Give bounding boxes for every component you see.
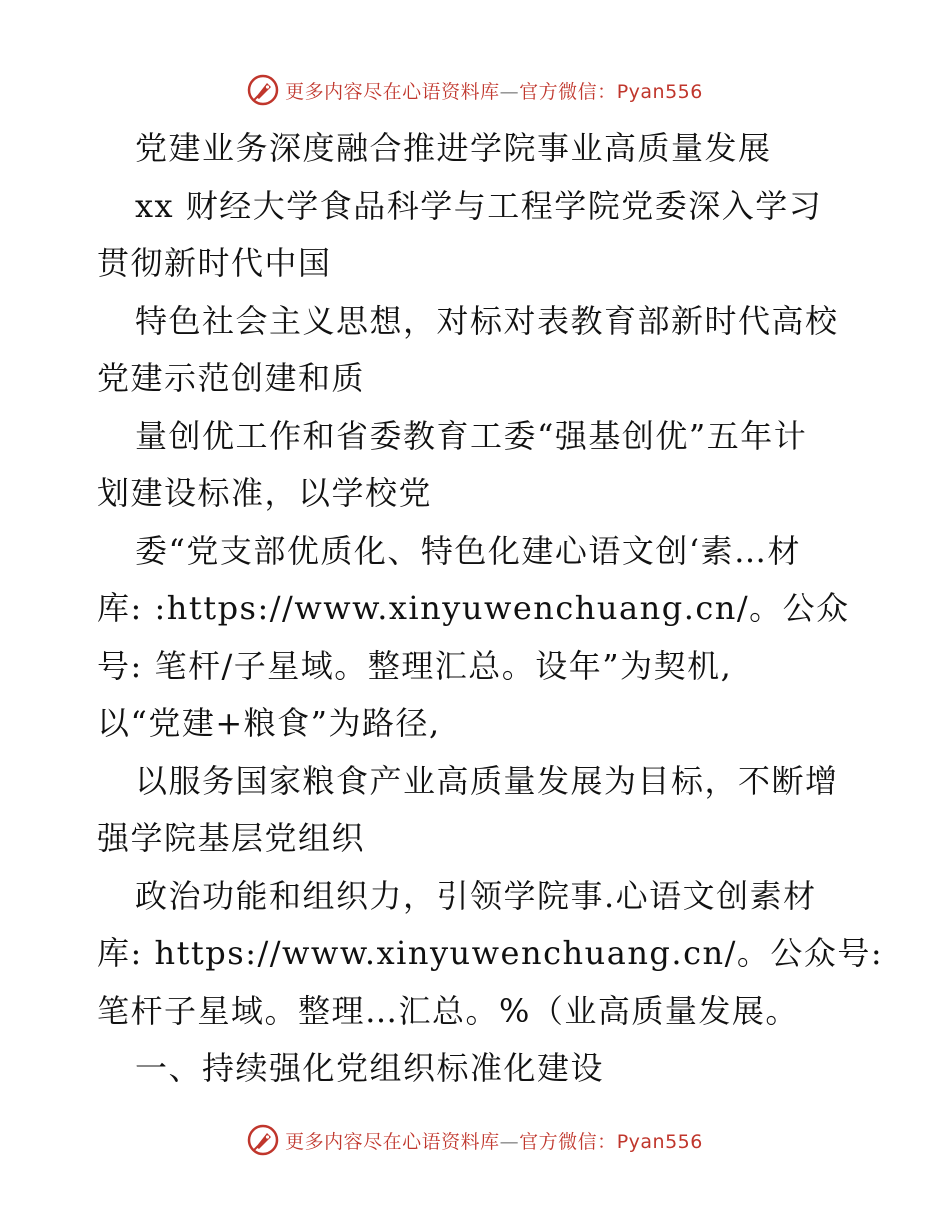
doc-title: 党建业务深度融合推进学院事业高质量发展 xyxy=(135,129,772,167)
paragraph-line: xx 财经大学食品科学与工程学院党委深入学习 xyxy=(135,186,823,225)
pen-nib-logo-icon xyxy=(247,1124,279,1156)
paragraph-line: 号: 笔杆/子星域。整理汇总。设年”为契机, xyxy=(97,646,733,685)
paragraph-line: 笔杆子星域。整理…汇总。%（业高质量发展。 xyxy=(97,991,799,1030)
paragraph-line: 强学院基层党组织 xyxy=(97,819,366,857)
paragraph-line: 委“党支部优质化、特色化建心语文创‘素…材 xyxy=(135,531,802,570)
paragraph-line: 贯彻新时代中国 xyxy=(97,244,332,282)
paragraph-line: 库: https://www.xinyuwenchuang.cn/。公众号: xyxy=(97,934,884,972)
paragraph-line: 量创优工作和省委教育工委“强基创优”五年计 xyxy=(135,416,808,455)
watermark-text: 更多内容尽在心语资料库—官方微信：Pyan556 xyxy=(285,80,703,103)
paragraph-line: 政治功能和组织力，引领学院事.心语文创素材 xyxy=(135,876,817,915)
paragraph-line: 以服务国家粮食产业高质量发展为目标，不断增 xyxy=(135,761,839,800)
watermark-text: 更多内容尽在心语资料库—官方微信：Pyan556 xyxy=(285,1130,703,1153)
pen-nib-logo-icon xyxy=(247,74,279,106)
watermark-banner-bottom xyxy=(0,1120,950,1160)
paragraph-line: 划建设标准，以学校党 xyxy=(97,474,433,512)
document-body xyxy=(97,120,884,1098)
paragraph-line: 以“党建+粮食”为路径, xyxy=(97,704,441,742)
watermark-banner-top xyxy=(0,70,950,110)
paragraph-line: 特色社会主义思想，对标对表教育部新时代高校 xyxy=(135,301,839,340)
paragraph-line: 库: :https://www.xinyuwenchuang.cn/。公众 xyxy=(97,589,850,627)
section-heading: 一、持续强化党组织标准化建设 xyxy=(135,1049,605,1087)
paragraph-line: 党建示范创建和质 xyxy=(97,359,366,397)
